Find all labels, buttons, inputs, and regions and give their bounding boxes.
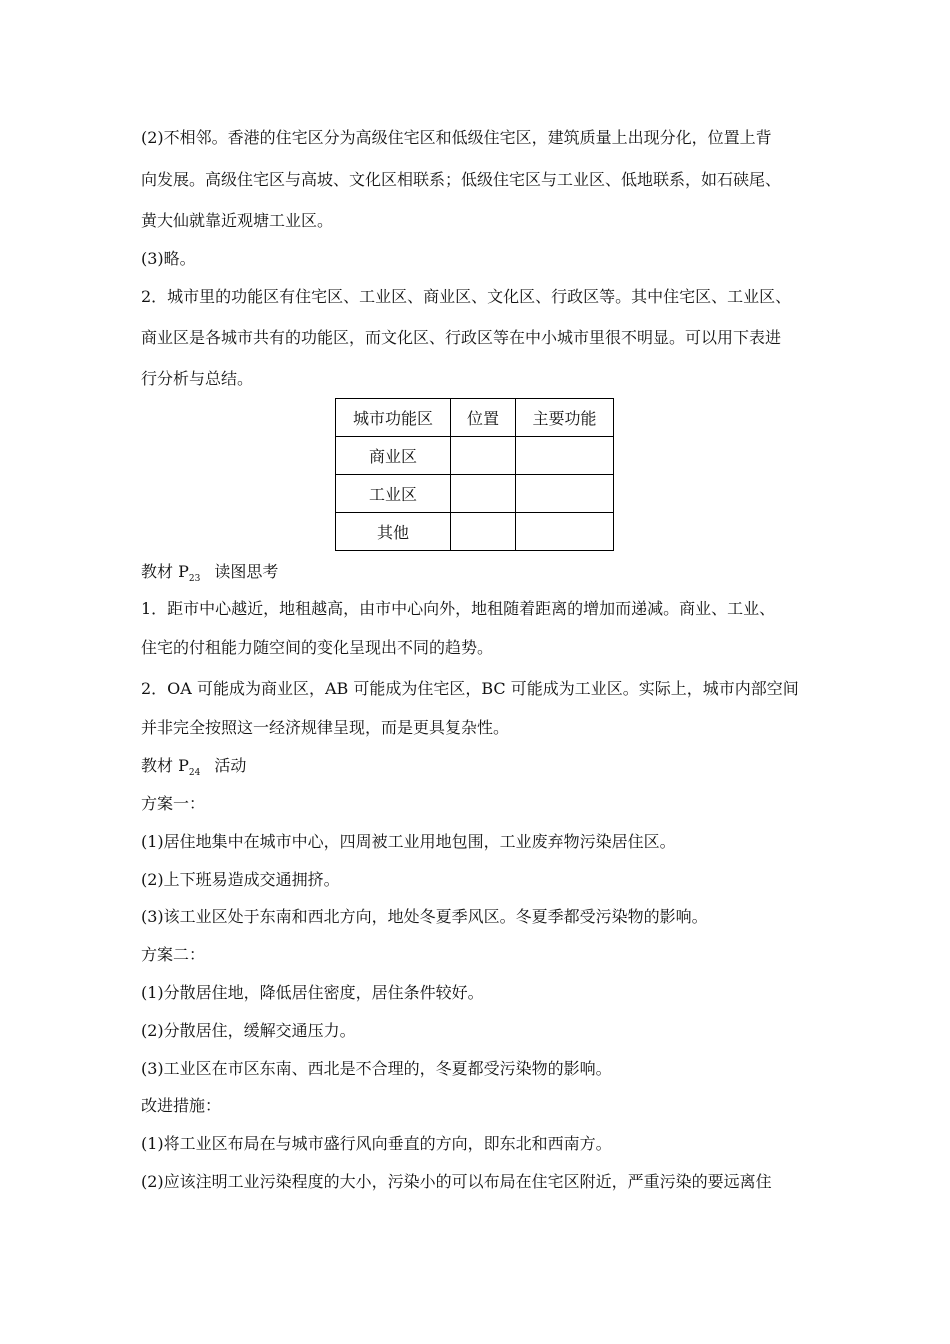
paragraph-line: 行分析与总结。 [141,369,254,388]
paragraph-line: (2)不相邻。香港的住宅区分为高级住宅区和低级住宅区，建筑质量上出现分化，位置上背 [141,128,772,147]
plan-title: 方案二： [141,945,206,964]
list-item: (3)工业区在市区东南、西北是不合理的，冬夏都受污染物的影响。 [141,1059,612,1078]
heading-title: 活动 [214,756,247,775]
paragraph-line: 黄大仙就靠近观塘工业区。 [141,211,334,230]
page-number: 24 [188,768,201,778]
paragraph-line: 商业区是各城市共有的功能区，而文化区、行政区等在中小城市里很不明显。可以用下表进 [141,328,782,347]
table-row [336,513,614,551]
page-number: 23 [188,574,201,584]
list-item: (3)该工业区处于东南和西北方向，地处冬夏季风区。冬夏季都受污染物的影响。 [141,907,708,926]
table-cell: 商业区 [336,437,451,475]
paragraph-line: 1．距市中心越近，地租越高，由市中心向外，地租随着距离的增加而递减。商业、工业、 [141,599,776,618]
table-row [336,437,614,475]
paragraph-line: 2．城市里的功能区有住宅区、工业区、商业区、文化区、行政区等。其中住宅区、工业区、 [141,287,792,306]
paragraph-line: 向发展。高级住宅区与高坡、文化区相联系；低级住宅区与工业区、低地联系，如石硖尾、 [141,170,782,189]
table-cell [451,513,516,551]
table-cell [451,437,516,475]
plan-title: 方案一： [141,794,206,813]
paragraph-line: 住宅的付租能力随空间的变化呈现出不同的趋势。 [141,638,494,657]
table-header-cell: 城市功能区 [336,399,451,437]
table-header-row [336,399,614,437]
table-cell [516,475,614,513]
section-heading-p23 [141,562,821,585]
heading-prefix: 教材 P [141,562,189,581]
list-item: (1)将工业区布局在与城市盛行风向垂直的方向，即东北和西南方。 [141,1134,612,1153]
list-item: (2)上下班易造成交通拥挤。 [141,870,340,889]
table-header-cell: 主要功能 [516,399,614,437]
section-heading-p24 [141,756,821,779]
plan-title: 改进措施： [141,1096,222,1115]
table-cell [516,437,614,475]
paragraph-line: (3)略。 [141,249,196,268]
heading-title: 读图思考 [214,562,279,581]
paragraph-line: 2．OA 可能成为商业区，AB 可能成为住宅区，BC 可能成为工业区。实际上，城市内部空间 [141,679,799,698]
heading-prefix: 教材 P [141,756,189,775]
table-cell [451,475,516,513]
table-row [336,475,614,513]
list-item: (1)居住地集中在城市中心，四周被工业用地包围，工业废弃物污染居住区。 [141,832,676,851]
table-cell: 其他 [336,513,451,551]
table-header-cell: 位置 [451,399,516,437]
list-item: (2)应该注明工业污染程度的大小，污染小的可以布局在住宅区附近，严重污染的要远离住 [141,1172,772,1191]
table-cell: 工业区 [336,475,451,513]
table-cell [516,513,614,551]
function-zone-table [335,398,614,551]
list-item: (2)分散居住，缓解交通压力。 [141,1021,356,1040]
list-item: (1)分散居住地，降低居住密度，居住条件较好。 [141,983,484,1002]
paragraph-line: 并非完全按照这一经济规律呈现，而是更具复杂性。 [141,718,510,737]
